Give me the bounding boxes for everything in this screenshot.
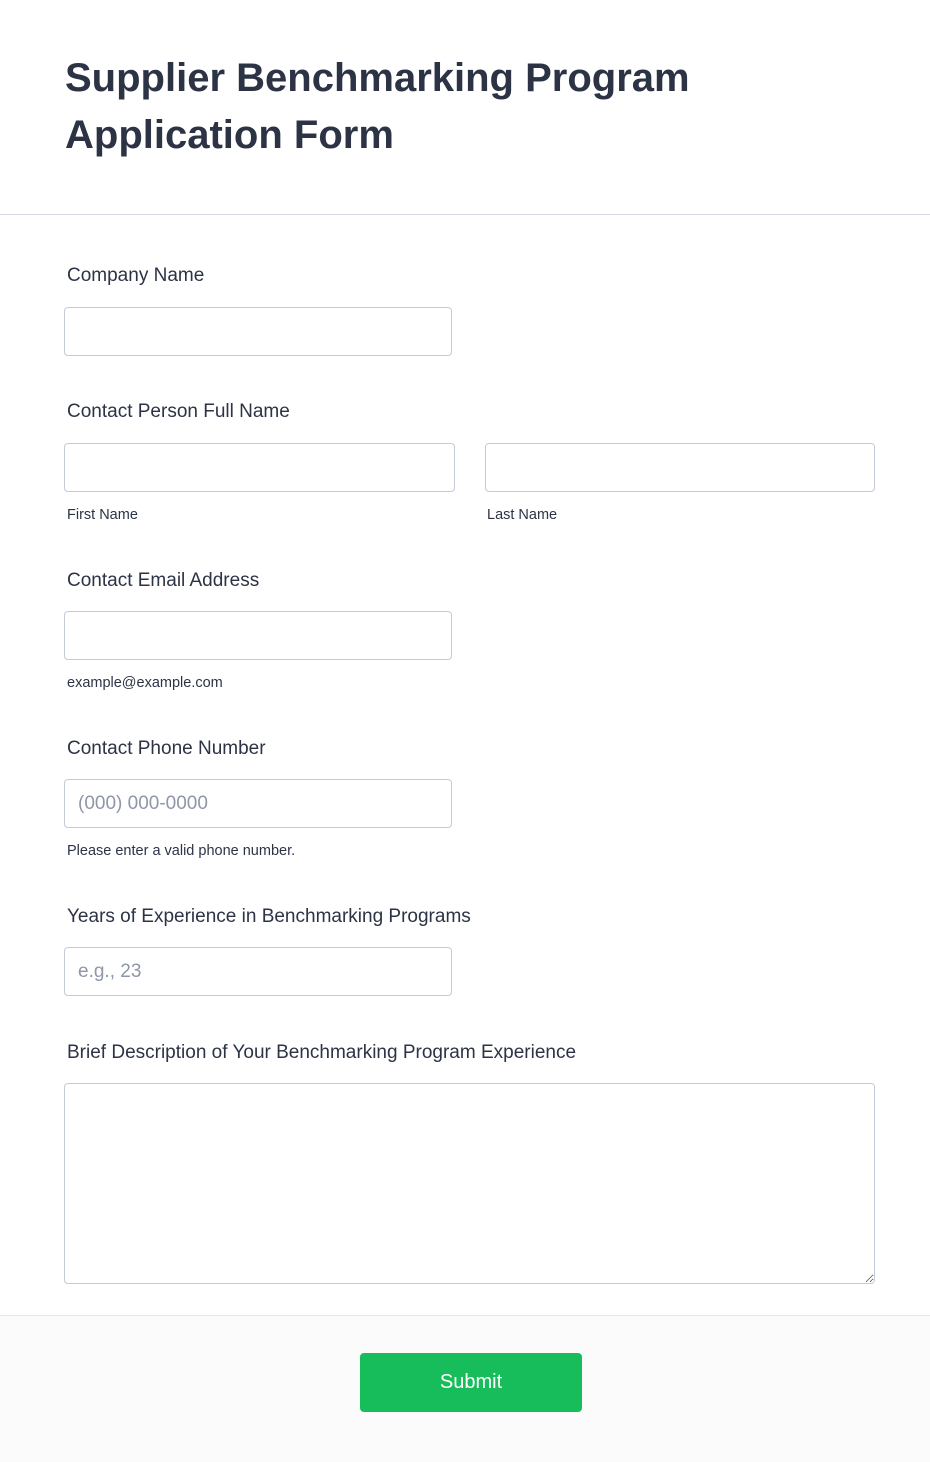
email-input[interactable] xyxy=(64,611,452,660)
description-label: Brief Description of Your Benchmarking Program Experience xyxy=(67,1042,577,1063)
company-name-input[interactable] xyxy=(64,307,452,356)
years-input[interactable] xyxy=(64,947,452,996)
page-title: Supplier Benchmarking Program Application Form xyxy=(65,56,690,157)
last-name-sublabel: Last Name xyxy=(487,507,558,523)
email-sublabel: example@example.com xyxy=(67,675,223,691)
first-name-sublabel: First Name xyxy=(67,507,138,523)
first-name-input[interactable] xyxy=(64,443,455,492)
contact-name-label: Contact Person Full Name xyxy=(67,401,290,422)
description-textarea[interactable] xyxy=(64,1083,875,1284)
submit-button[interactable]: Submit xyxy=(360,1353,582,1412)
years-label: Years of Experience in Benchmarking Programs xyxy=(67,906,471,927)
phone-input[interactable] xyxy=(64,779,452,828)
header-divider xyxy=(0,214,930,215)
phone-sublabel: Please enter a valid phone number. xyxy=(67,843,296,859)
phone-label: Contact Phone Number xyxy=(67,738,266,759)
last-name-input[interactable] xyxy=(485,443,875,492)
email-label: Contact Email Address xyxy=(67,570,260,591)
company-name-label: Company Name xyxy=(67,265,205,286)
